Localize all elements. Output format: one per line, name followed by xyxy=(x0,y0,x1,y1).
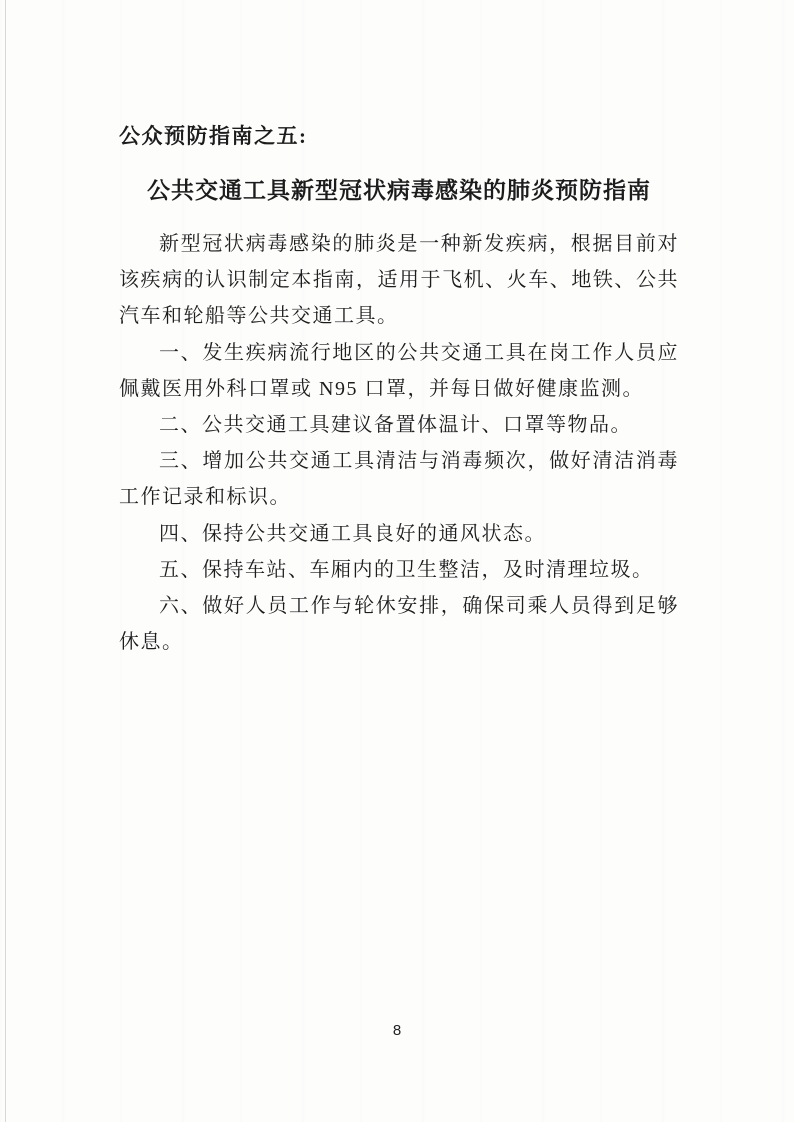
guideline-item-5: 五、保持车站、车厢内的卫生整洁，及时清理垃圾。 xyxy=(159,558,654,581)
guideline-item-1: 一、发生疾病流行地区的公共交通工具在岗工作人员应佩戴医用外科口罩或 N95 口罩，并每日做好健康监测。 xyxy=(119,341,679,400)
document-title: 公共交通工具新型冠状病毒感染的肺炎预防指南 xyxy=(147,178,651,203)
guideline-item-6: 六、做好人员工作与轮休安排，确保司乘人员得到足够休息。 xyxy=(119,595,679,654)
guideline-item-4: 四、保持公共交通工具良好的通风状态。 xyxy=(159,522,546,545)
intro-paragraph: 新型冠状病毒感染的肺炎是一种新发疾病，根据目前对该疾病的认识制定本指南，适用于飞机、火车、地铁、公共汽车和轮船等公共交通工具。 xyxy=(119,233,679,328)
page-number: 8 xyxy=(392,1022,402,1039)
guideline-item-2: 二、公共交通工具建议备置体温计、口罩等物品。 xyxy=(159,414,632,437)
section-label: 公众预防指南之五: xyxy=(119,124,308,148)
scan-edge-artifact xyxy=(5,0,6,1122)
guideline-item-3: 三、增加公共交通工具清洁与消毒频次，做好清洁消毒工作记录和标识。 xyxy=(119,450,679,509)
document-content xyxy=(119,122,679,660)
document-body xyxy=(119,226,679,660)
